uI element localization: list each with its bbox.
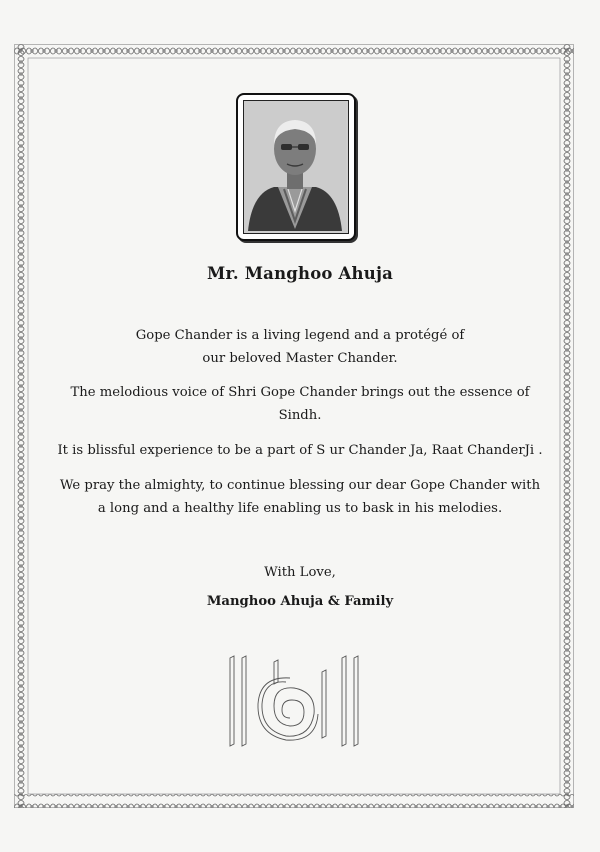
signature: Manghoo Ahuja & Family	[206, 594, 394, 609]
paragraph-line: We pray the almighty, to continue blessing our dear Gope Chander with	[59, 478, 541, 493]
portrait-illustration	[244, 101, 346, 231]
portrait-frame	[236, 93, 356, 241]
paragraph-line: Sindh.	[278, 408, 322, 423]
paragraph-legend	[34, 324, 566, 370]
portrait-photo	[243, 100, 349, 234]
paragraph-blissful	[34, 439, 566, 462]
paragraph-line: our beloved Master Chander.	[202, 351, 398, 366]
paragraph-line: Gope Chander is a living legend and a protégé of	[135, 328, 465, 343]
paragraph-line: The melodious voice of Shri Gope Chander brings out the essence of	[70, 385, 530, 400]
paragraph-voice	[34, 381, 566, 427]
decorative-logo-icon	[224, 652, 374, 752]
paragraph-line: It is blissful experience to be a part of S ur Chander Ja, Raat ChanderJi .	[57, 443, 543, 458]
page-title: Mr. Manghoo Ahuja	[206, 264, 394, 283]
paragraph-line: a long and a healthy life enabling us to bask in his melodies.	[97, 501, 503, 516]
closing-line: With Love,	[264, 565, 336, 580]
paragraph-prayer	[34, 474, 566, 520]
